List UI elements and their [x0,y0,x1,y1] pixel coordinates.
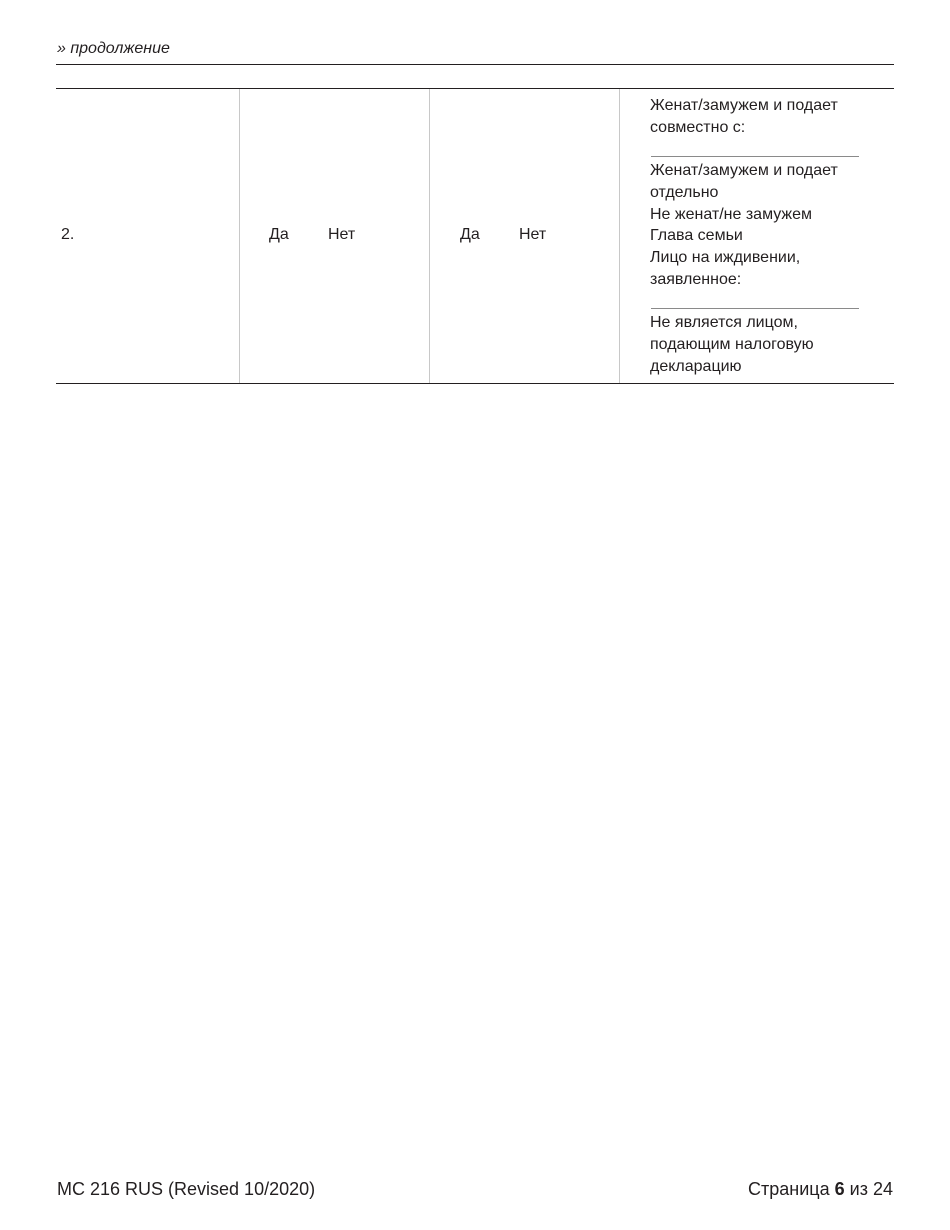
status-married-joint[interactable] [650,95,838,139]
page-number [748,1179,893,1200]
dependent-claimant-name-field[interactable] [651,308,859,309]
form-identifier: MC 216 RUS (Revised 10/2020) [57,1179,316,1199]
status-non-filer-line2: подающим налоговую [650,336,814,353]
yes-no-cell-1 [239,89,430,383]
no-option-2[interactable]: Нет [519,226,547,243]
no-option-1[interactable]: Нет [328,226,356,243]
status-dependent-line2: заявленное: [650,271,742,288]
status-head-of-household[interactable]: Глава семьи [650,227,743,244]
page-label: Страница [748,1179,830,1199]
table-row [56,88,894,384]
row-number-cell [56,89,240,383]
filing-status-cell [619,89,894,383]
status-non-filer-line1: Не является лицом, [650,314,798,331]
status-married-separate-line2: отдельно [650,184,719,201]
status-married-joint-line2: совместно с: [650,119,746,136]
page-total: 24 [872,1179,893,1199]
page-of: из [849,1179,868,1199]
row-number: 2. [61,226,75,243]
continued-label: » продолжение [57,40,170,57]
status-non-filer-line3: декларацию [650,358,742,375]
status-married-separate[interactable] [650,160,838,204]
page-current: 6 [834,1179,845,1199]
status-dependent-line1: Лицо на иждивении, [650,249,801,266]
joint-spouse-name-field[interactable] [651,156,859,157]
status-dependent[interactable] [650,247,800,291]
status-single[interactable]: Не женат/не замужем [650,206,813,223]
status-non-filer[interactable] [650,312,814,378]
status-married-joint-line1: Женат/замужем и подает [650,97,838,114]
yes-option-2[interactable]: Да [460,226,480,243]
yes-option-1[interactable]: Да [269,226,289,243]
yes-no-cell-2 [429,89,620,383]
status-married-separate-line1: Женат/замужем и подает [650,162,838,179]
header-divider [56,64,894,65]
